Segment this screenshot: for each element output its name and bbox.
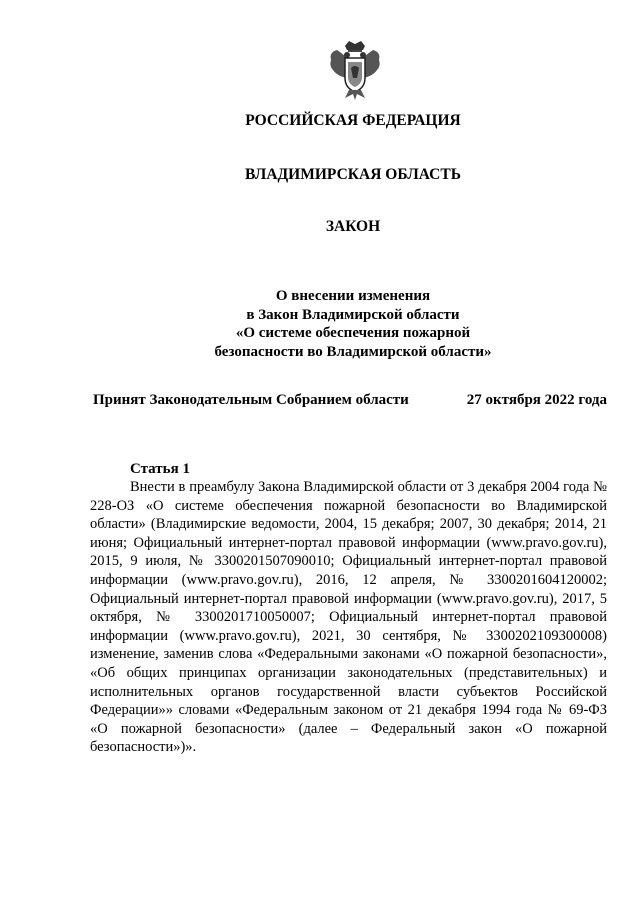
law-title	[0, 287, 640, 361]
article-title: Статья 1	[130, 461, 190, 477]
adoption-date: 27 октября 2022 года	[466, 392, 607, 408]
law-title-line: безопасности во Владимирской области»	[214, 343, 492, 360]
adopted-by: Принят Законодательным Собранием области	[93, 392, 409, 408]
doc-type-heading: ЗАКОН	[325, 218, 381, 235]
federation-heading: РОССИЙСКАЯ ФЕДЕРАЦИЯ	[245, 112, 461, 129]
region-heading: ВЛАДИМИРСКАЯ ОБЛАСТЬ	[245, 166, 461, 183]
law-title-line: в Закон Владимирской области	[246, 306, 460, 323]
law-title-line: «О системе обеспечения пожарной	[235, 325, 471, 341]
adoption-line	[93, 392, 607, 409]
coat-of-arms-icon	[323, 38, 387, 102]
law-title-line: О внесении изменения	[275, 288, 431, 304]
article-body: Внести в преамбулу Закона Владимирской области от 3 декабря 2004 года № 228-ОЗ «О системе обеспечения пожарной безопасности во Владимирской области» (Владимирские ведомости, 2004, 15 декабря; 2007, 30 декабря; 2014, 21 июня; Официальный интернет-портал правовой информации (www.pravo.gov.ru), 2015, 9 июля, № 3300201507090010; Официальный интернет-портал правовой информации (www.pravo.gov.ru), 2016, 12 апреля, № 3300201604120002; Официальный интернет-портал правовой информации (www.pravo.gov.ru), 2017, 5 октября, № 3300201710050007; Официальный интернет-портал правовой информации (www.pravo.gov.ru), 2021, 30 сентября, № 3300202109300008) изменение, заменив слова «Федеральными законами «О пожарной безопасности», «Об общих принципах организации законодательных (представительных) и исполнительных органов государственной власти субъектов Российской Федерации»» словами «Федеральным законом от 21 декабря 1994 года № 69-ФЗ «О пожарной безопасности» (далее – Федеральный закон «О пожарной безопасности»)».	[90, 479, 607, 756]
